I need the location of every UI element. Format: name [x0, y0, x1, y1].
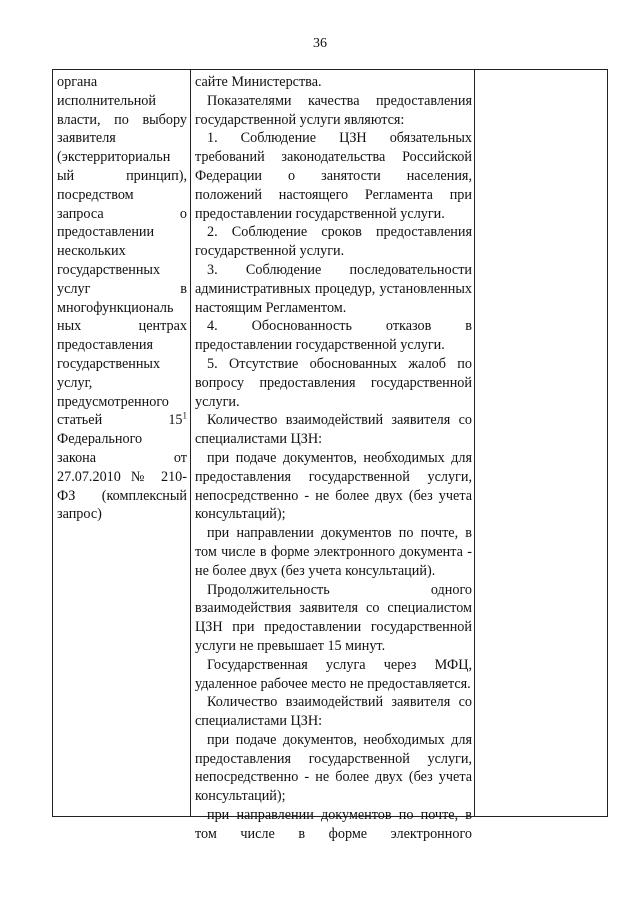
column-divider-1 — [190, 70, 191, 816]
left-column-cell — [57, 73, 187, 524]
left-line: 27.07.2010 № 210- — [57, 468, 187, 485]
regulation-table — [52, 69, 608, 842]
paragraph: 5. Отсутствие обоснованных жалоб по вопросу предоставления государственной услуги. — [195, 355, 472, 410]
left-line-number: $15^1$ — [168, 410, 187, 429]
left-line: запрос) — [57, 506, 102, 523]
paragraph: 3. Соблюдение последовательности административных процедур, установленных настоящим Регламентом. — [195, 261, 472, 316]
left-line: услуг в — [57, 280, 187, 297]
left-line: заявителя — [57, 130, 116, 147]
paragraph: при подаче документов, необходимых для предоставления государственной услуги, непосредственно - не более двух (без учета консультаций); — [195, 449, 472, 523]
footnote-mark: 1 — [182, 410, 187, 421]
left-line: предоставлении — [57, 224, 155, 241]
left-line: государственных — [57, 261, 161, 278]
paragraph: Показателями качества предоставления государственной услуги являются: — [195, 92, 472, 128]
left-line: ФЗ (комплексный — [57, 487, 187, 504]
left-line: исполнительной — [57, 92, 156, 109]
left-line: предоставления — [57, 337, 154, 354]
paragraph: сайте Министерства. — [195, 74, 322, 90]
left-line: Федерального — [57, 431, 143, 448]
paragraph: 4. Обоснованность отказов в предоставлении государственной услуги. — [195, 318, 472, 354]
paragraph: при подаче документов, необходимых для предоставления государственной услуги, непосредственно - не более двух (без учета консультаций); — [195, 731, 472, 805]
left-line: государственных — [57, 355, 161, 372]
column-divider-2 — [474, 70, 475, 816]
middle-column-cell — [195, 73, 472, 844]
left-line: услуг, — [57, 374, 93, 391]
page-number: 36 — [313, 36, 327, 51]
left-line: многофункциональ — [57, 299, 174, 316]
left-line: органа — [57, 74, 98, 90]
paragraph: 1. Соблюдение ЦЗН обязательных требований законодательства Российской Федерации о занятости населения, положений настоящего Регламента при предоставлении государственной услуги. — [195, 130, 472, 222]
paragraph: при направлении документов по почте, в том числе в форме электронного документа - не более двух (без учета консультаций). — [195, 525, 472, 579]
left-line: нескольких — [57, 243, 126, 260]
paragraph: Продолжительность одного взаимодействия заявителя со специалистом ЦЗН при предоставлении государственной услуги не превышает 15 минут. — [195, 581, 472, 654]
paragraph: Государственная услуга через МФЦ, удаленное рабочее место не предоставляется. — [195, 656, 472, 692]
paragraph: при направлении документов по почте, в том числе в форме электронного — [195, 807, 472, 842]
left-line: (экстерриториальн — [57, 149, 171, 166]
left-line: власти, по выбору — [57, 111, 187, 128]
left-line-with-footnote — [57, 411, 187, 430]
paragraph: Количество взаимодействий заявителя со специалистами ЦЗН: — [195, 694, 472, 730]
left-line-text: статьей — [57, 412, 103, 429]
left-line: ных центрах — [57, 318, 187, 335]
left-line: закона от — [57, 449, 187, 466]
paragraph: Количество взаимодействий заявителя со специалистами ЦЗН: — [195, 412, 472, 448]
left-line: посредством — [57, 186, 134, 203]
left-line: запроса о — [57, 205, 187, 222]
left-line: ый принцип), — [57, 167, 187, 184]
paragraph: 2. Соблюдение сроков предоставления государственной услуги. — [195, 224, 472, 260]
left-line: предусмотренного — [57, 393, 169, 410]
